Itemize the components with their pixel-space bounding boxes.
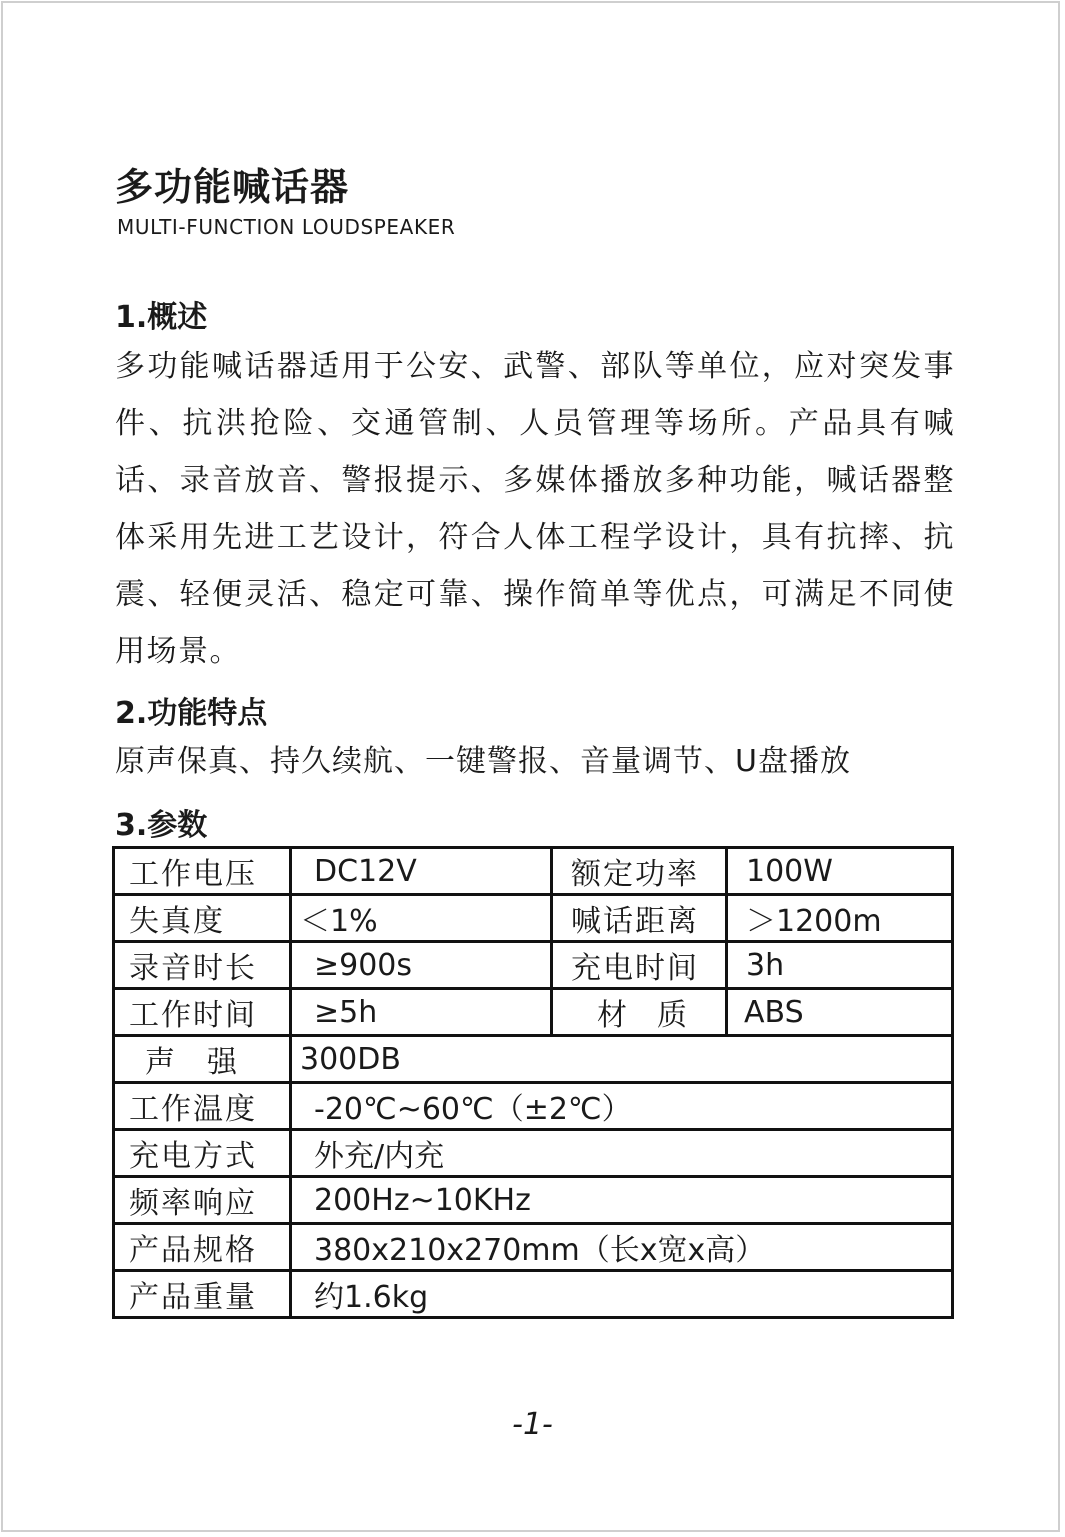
- param-value: 380x210x270mm（长x宽x高）: [291, 1224, 953, 1271]
- param-label-char: 材: [597, 998, 627, 1033]
- param-label-char: 质: [657, 998, 687, 1033]
- document-title: 多功能喊话器: [115, 165, 350, 209]
- page-number: -1-: [512, 1407, 553, 1442]
- document-subtitle: MULTI-FUNCTION LOUDSPEAKER: [117, 215, 456, 239]
- param-value: 300DB: [291, 1036, 953, 1083]
- table-row: [114, 989, 953, 1036]
- table-row: [114, 895, 953, 942]
- param-label-char: 声: [145, 1045, 175, 1080]
- param-value: 100W: [727, 848, 953, 895]
- param-label: 充电时间: [552, 942, 727, 989]
- param-label: 工作温度: [114, 1083, 291, 1130]
- section-heading-features: 2.功能特点: [115, 696, 268, 731]
- table-row: [114, 942, 953, 989]
- param-label: 录音时长: [114, 942, 291, 989]
- section-heading-overview: 1.概述: [115, 300, 208, 335]
- param-value: 200Hz~10KHz: [291, 1177, 953, 1224]
- param-label: 额定功率: [552, 848, 727, 895]
- table-row: [114, 848, 953, 895]
- param-label: 产品重量: [114, 1271, 291, 1318]
- param-label: [114, 1036, 291, 1083]
- table-row: [114, 1083, 953, 1130]
- features-text: 原声保真、持久续航、一键警报、音量调节、U盘播放: [115, 744, 851, 779]
- param-value: ≥900s: [291, 942, 552, 989]
- section-heading-params: 3.参数: [115, 808, 208, 843]
- table-row: [114, 1130, 953, 1177]
- table-row: [114, 1036, 953, 1083]
- param-label: 工作时间: [114, 989, 291, 1036]
- table-row: [114, 1224, 953, 1271]
- param-value: 3h: [727, 942, 953, 989]
- param-value: ≥5h: [291, 989, 552, 1036]
- table-row: [114, 1271, 953, 1318]
- param-label: 充电方式: [114, 1130, 291, 1177]
- param-value: 约1.6kg: [291, 1271, 953, 1318]
- param-value: ABS: [727, 989, 953, 1036]
- param-label: 失真度: [114, 895, 291, 942]
- param-value: DC12V: [291, 848, 552, 895]
- param-value: ＜1%: [291, 895, 552, 942]
- param-label: 产品规格: [114, 1224, 291, 1271]
- overview-paragraph: 多功能喊话器适用于公安、武警、部队等单位，应对突发事件、抗洪抢险、交通管制、人员管理等场所。产品具有喊话、录音放音、警报提示、多媒体播放多种功能，喊话器整体采用先进工艺设计，符合人体工程学设计，具有抗摔、抗震、轻便灵活、稳定可靠、操作简单等优点，可满足不同使用场景。: [115, 349, 955, 669]
- param-value: 外充/内充: [291, 1130, 953, 1177]
- param-label-char: 强: [207, 1045, 237, 1080]
- param-label: 频率响应: [114, 1177, 291, 1224]
- param-label: [552, 989, 727, 1036]
- param-label: 工作电压: [114, 848, 291, 895]
- params-table: [112, 846, 954, 1319]
- param-label: 喊话距离: [552, 895, 727, 942]
- table-row: [114, 1177, 953, 1224]
- param-value: -20℃~60℃（±2℃）: [291, 1083, 953, 1130]
- param-value: ＞1200m: [727, 895, 953, 942]
